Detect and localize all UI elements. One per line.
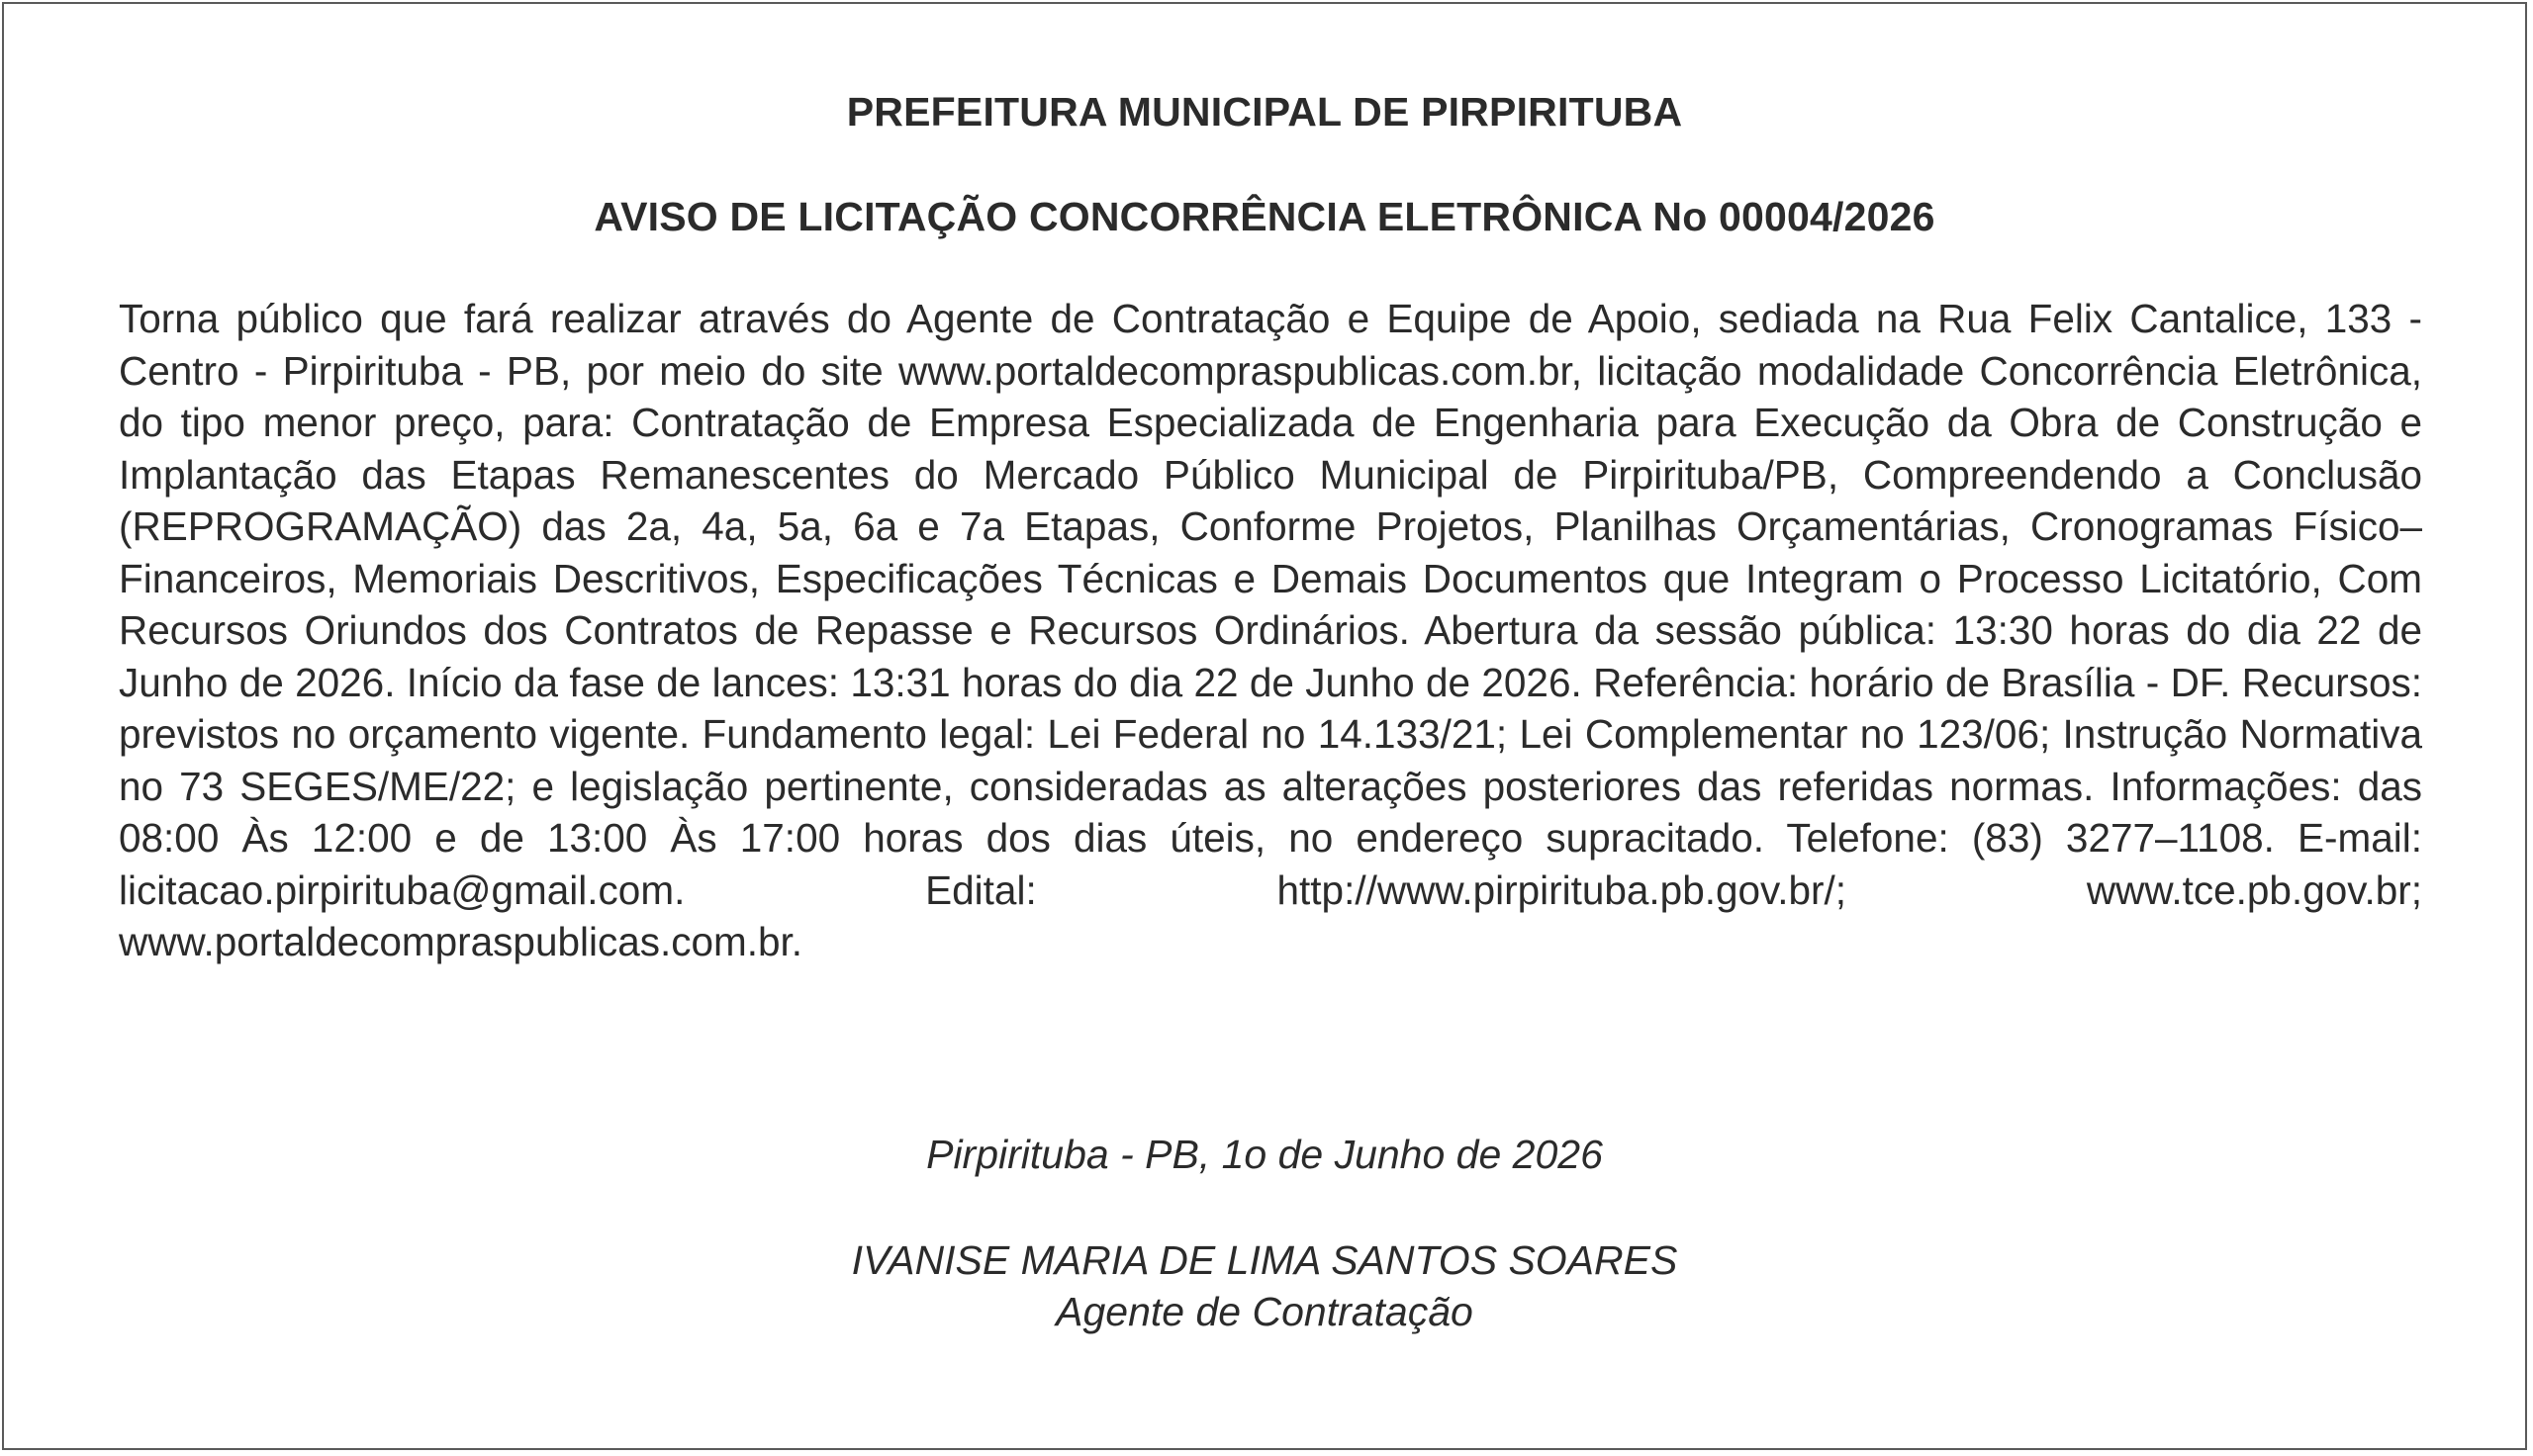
notice-frame [2, 2, 2527, 1450]
place-date: Pirpirituba - PB, 1o de Junho de 2026 [926, 1132, 1603, 1177]
org-name-heading: PREFEITURA MUNICIPAL DE PIRPIRITUBA [846, 89, 1683, 135]
notice-body-text: Torna público que fará realizar através do Agente de Contratação e Equipe de Apoio, sediada na Rua Felix Cantalice, 133 - Centro - Pirpirituba - PB, por meio do site www.portaldecompraspublicas.com.br, licitação modalidade Concorrência Eletrônica, do tipo menor preço, para: Contratação de Empresa Especializada de Engenharia para Execução da Obra de Construção e Implantação das Etapas Remanescentes do Mercado Público Municipal de Pirpirituba/PB, Compreendendo a Conclusão (REPROGRAMAÇÃO) das 2a, 4a, 5a, 6a e 7a Etapas, Conforme Projetos, Planilhas Orçamentárias, Cronogramas Físico–Financeiros, Memoriais Descritivos, Especificações Técnicas e Demais Documentos que Integram o Processo Licitatório, Com Recursos Oriundos dos Contratos de Repasse e Recursos Ordinários. Abertura da sessão pública: 13:30 horas do dia 22 de Junho de 2026. Início da fase de lances: 13:31 horas do dia 22 de Junho de 2026. Referência: horário de Brasília - DF. Recursos: previstos no orçamento vigente. Fundamento legal: Lei Federal no 14.133/21; Lei Complementar no 123/06; Instrução Normativa no 73 SEGES/ME/22; e legislação pertinente, consideradas as alterações posteriores das referidas normas. Informações: das 08:00 Às 12:00 e de 13:00 Às 17:00 horas dos dias úteis, no endereço supracitado. Telefone: (83) 3277–1108. E-mail: licitacao.pirpirituba@gmail.com. Edital: http://www.pirpirituba.pb.gov.br/; www.tce.pb.gov.br; www.portaldecompraspublicas.com.br. [119, 296, 2422, 964]
signer-role: Agente de Contratação [1056, 1289, 1473, 1334]
signer-name: IVANISE MARIA DE LIMA SANTOS SOARES [851, 1237, 1678, 1283]
notice-title: AVISO DE LICITAÇÃO CONCORRÊNCIA ELETRÔNICA No 00004/2026 [594, 194, 1935, 239]
